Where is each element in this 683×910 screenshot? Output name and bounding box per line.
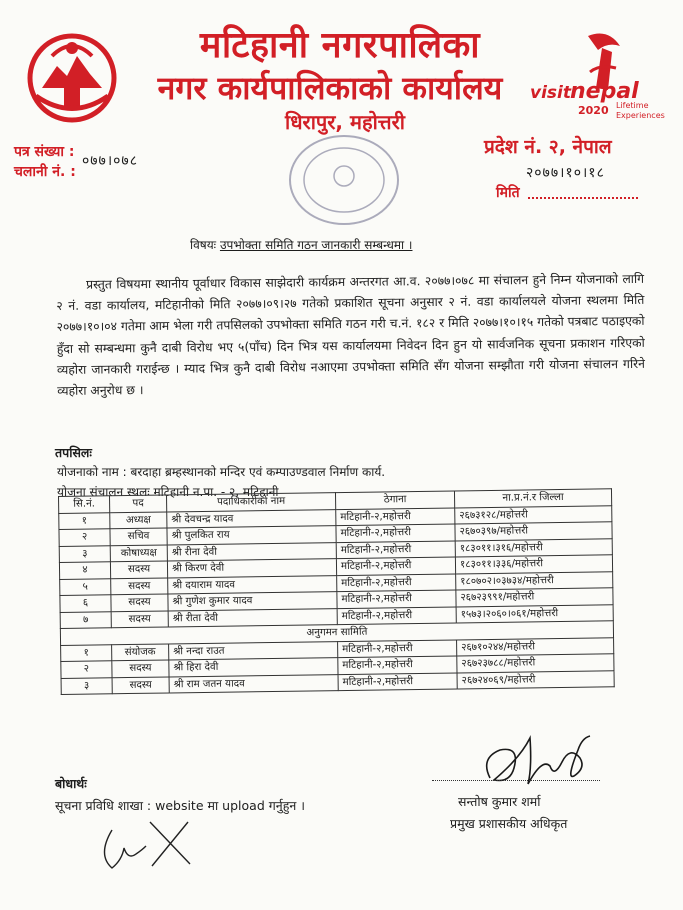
svg-text:nepal: nepal (570, 79, 639, 104)
cell-sn: ३ (59, 545, 110, 562)
nepal-government-emblem-icon (22, 26, 122, 126)
cell-post: कोषाध्यक्ष (110, 544, 167, 561)
cell-sn: १ (61, 644, 112, 661)
signature-icon (470, 728, 610, 798)
handwritten-initials-icon (92, 810, 212, 880)
cell-sn: ७ (60, 611, 111, 628)
cell-address: मटिहानी-२,महोत्तरी (336, 540, 455, 558)
cell-citizenship: २६७२४०६९/महोत्तरी (457, 670, 614, 689)
svg-text:Experiences: Experiences (616, 111, 665, 120)
cell-post: सदस्य (110, 561, 167, 578)
cell-citizenship: १८३०११।३१६/महोत्तरी (455, 538, 612, 557)
cell-name: श्री राम जतन यादव (169, 674, 338, 693)
cell-citizenship: २६७२३९९१/महोत्तरी (456, 588, 613, 607)
header-sn: सि.नं. (59, 496, 110, 513)
cell-post: सदस्य (112, 660, 169, 677)
cell-address: मटिहानी-२,महोत्तरी (337, 590, 456, 608)
project-place: योजना संचालन स्थलः मटिहानी न.पा. - २, मटिहानी (57, 485, 279, 499)
body-paragraph: प्रस्तुत विषयमा स्थानीय पूर्वाधार विकास साझेदारी कार्यक्रम अन्तरगत आ.व. २०७७।०७८ मा संचालन हुने निम्न योजनाको लागि २ नं. वडा कार्यालय, मटिहानीको मिति २०७७।०९।२७ गतेको प्रकाशित सूचना अनुसार २ नं. वडा कार्यालयले योजना स्थलमा मिति २०७७।१०।०४ गतेमा आम भेला गरी तपसिलको उपभोक्ता समिति गठन गरी च.नं. १८२ र मिति २०७७।१०।१५ गतेको पत्रबाट पठाइएको हुँदा सो सम्बन्धमा कुनै दाबी विरोध भए ५(पाँच) दिन भित्र यस कार्यालयमा निवेदन दिन हुन यो सार्वजनिक सूचना प्रकाशन गरिएको व्यहोरा जानकारी गराईन्छ । म्याद भित्र कुनै दाबी विरोध नआएमा उपभोक्ता समिति सँग योजना सम्झौता गरी योजना संचालन गरिने व्यहोरा अनुरोध छ । (56, 271, 646, 399)
cell-citizenship: १८०७०२।०३७३४/महोत्तरी (456, 571, 613, 590)
cell-name: श्री गुणेश कुमार यादव (168, 592, 337, 611)
cell-post: अध्यक्ष (110, 511, 167, 528)
signatory-post: प्रमुख प्रशासकीय अधिकृत (450, 816, 568, 831)
cell-name: श्री देवचन्द्र यादव (167, 509, 336, 528)
cell-name: श्री रीना देवी (167, 542, 336, 561)
svg-text:Lifetime: Lifetime (616, 101, 649, 110)
cell-post: सदस्य (112, 676, 169, 693)
cell-post: सदस्य (111, 594, 168, 611)
signatory-name: सन्तोष कुमार शर्मा (458, 794, 541, 809)
cell-post: सदस्य (111, 610, 168, 627)
details-heading: तपसिलः (55, 445, 92, 460)
cell-citizenship: १५७३।२०६०।०६१/महोत्तरी (456, 604, 613, 623)
office-address: धिरापुर, महोत्तरी (285, 110, 405, 134)
office-name: नगर कार्यपालिकाको कार्यालय (157, 69, 503, 107)
committee-table-wrap (58, 488, 615, 695)
header-post: पद (110, 495, 167, 512)
header-name: पदाधिकारीको नाम (166, 493, 335, 512)
cell-post: सदस्य (111, 577, 168, 594)
chalani-label: चलानी नं. : (14, 164, 76, 180)
municipality-name: मटिहानी नगरपालिका (199, 25, 481, 66)
cell-address: मटिहानी-२,महोत्तरी (337, 606, 456, 624)
patra-sankhya-label: पत्र संख्या : (14, 144, 75, 160)
subject-label: विषयः (190, 238, 217, 252)
miti-label: मिति (496, 185, 520, 201)
cell-name: श्री किरण देवी (167, 559, 336, 578)
header-citizenship: ना.प्र.नं.र जिल्ला (454, 489, 611, 508)
province-label: प्रदेश नं. २, नेपाल (484, 136, 612, 158)
cell-address: मटिहानी-२,महोत्तरी (338, 672, 457, 690)
cell-citizenship: २६७३१२८/महोत्तरी (455, 505, 612, 524)
cell-address: मटिहानी-२,महोत्तरी (338, 656, 457, 674)
monitoring-committee-heading: अनुगमन सामिति (60, 621, 613, 645)
visit-nepal-logo-icon (528, 28, 668, 124)
office-seal-icon (282, 130, 406, 230)
cell-address: मटिहानी-२,महोत्तरी (337, 573, 456, 591)
letter-date: २०७७।१०।१८ (526, 165, 605, 181)
cell-post: सचिव (110, 528, 167, 545)
cell-post: संयोजक (112, 643, 169, 660)
cell-address: मटिहानी-२,महोत्तरी (336, 557, 455, 575)
cell-name: श्री दयाराम यादव (168, 575, 337, 594)
cell-sn: १ (59, 512, 110, 529)
cell-name: श्री नन्दा राउत (169, 641, 338, 660)
svg-text:visit: visit (530, 83, 571, 103)
bodhartha-text: सूचना प्रविधि शाखा : website मा upload गर्नुहुन । (55, 798, 305, 813)
cell-citizenship: २६७१०२४४/महोत्तरी (457, 637, 614, 656)
bodhartha-label: बोधार्थः (55, 776, 87, 791)
cell-name: श्री पुलकित राय (167, 526, 336, 545)
miti-dotted-line (528, 183, 638, 199)
header-address: ठेगाना (335, 491, 454, 509)
project-name: योजनाको नाम : बरदाहा ब्रम्हस्थानको मन्दिर एवं कम्पाउण्डवाल निर्माण कार्य. (57, 465, 386, 479)
cell-citizenship: २६७०३९७/महोत्तरी (455, 522, 612, 541)
subject-text: उपभोक्ता समिति गठन जानकारी सम्बन्धमा । (219, 238, 413, 252)
cell-citizenship: २६७२३७८८/महोत्तरी (457, 654, 614, 673)
cell-sn: २ (59, 529, 110, 546)
cell-sn: ५ (60, 578, 111, 595)
cell-sn: २ (61, 661, 112, 678)
cell-sn: ६ (60, 595, 111, 612)
reference-labels (14, 142, 76, 182)
committee-table (58, 488, 615, 695)
cell-citizenship: १८३०११।३३६/महोत्तरी (455, 555, 612, 574)
cell-address: मटिहानी-२,महोत्तरी (338, 639, 457, 657)
cell-name: श्री रीता देवी (168, 608, 337, 627)
subject-line (190, 236, 412, 253)
signature-dotted-line (432, 780, 600, 781)
reference-number: ०७७।०७८ (82, 153, 138, 169)
cell-address: मटिहानी-२,महोत्तरी (336, 524, 455, 542)
svg-text:2020: 2020 (578, 104, 609, 117)
cell-address: मटिहानी-२,महोत्तरी (336, 507, 455, 525)
cell-name: श्री हिरा देवी (169, 658, 338, 677)
cell-sn: ४ (59, 562, 110, 579)
cell-sn: ३ (61, 677, 112, 694)
